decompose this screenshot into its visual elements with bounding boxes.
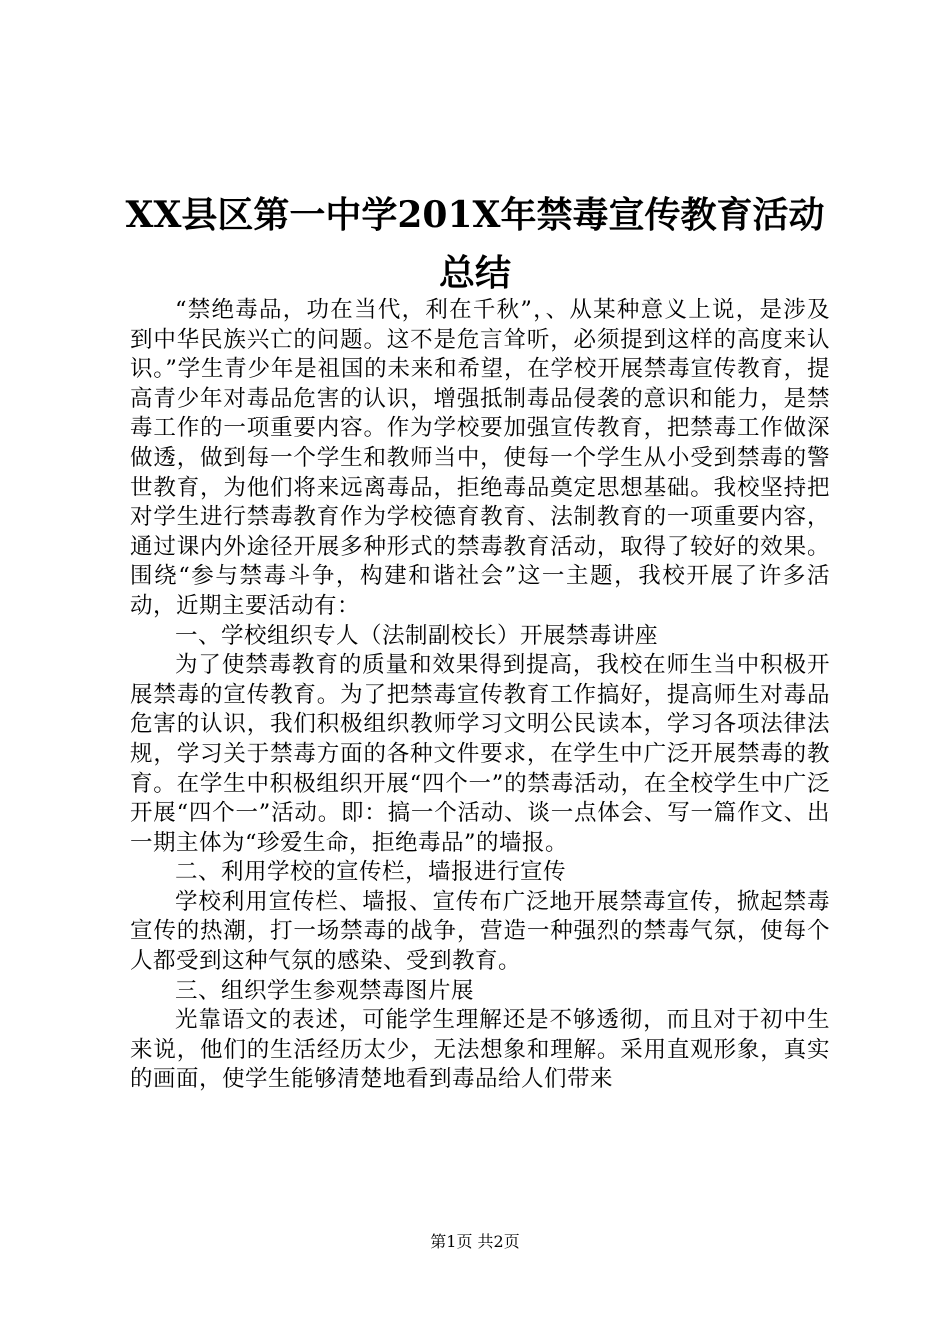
body-paragraph: 学校利用宣传栏、墙报、宣传布广泛地开展禁毒宣传，掀起禁毒宣传的热潮，打一场禁毒的战争，营造一种强烈的禁毒气氛，使每个人都受到这种气氛的感染、受到教育。 (130, 888, 830, 975)
body-paragraph: 光靠语文的表述，可能学生理解还是不够透彻，而且对于初中生来说，他们的生活经历太少，无法想象和理解。采用直观形象，真实的画面，使学生能够清楚地看到毒品给人们带来 (130, 1007, 830, 1093)
document-title: XX县区第一中学201X年禁毒宣传教育活动总结 (125, 194, 825, 294)
section-heading: 一、学校组织专人（法制副校长）开展禁毒讲座 (175, 622, 659, 649)
body-paragraph: “禁绝毒品，功在当代，利在千秋”，、从某种意义上说，是涉及到中华民族兴亡的问题。这不是危言耸听，必须提到这样的高度来认识。”学生青少年是祖国的未来和希望，在学校开展禁毒宣传教育，提高青少年对毒品危害的认识，增强抵制毒品侵袭的意识和能力，是禁毒工作的一项重要内容。作为学校要加强宣传教育，把禁毒工作做深做透，做到每一个学生和教师当中，使每一个学生从小受到禁毒的警世教育，为他们将来远离毒品，拒绝毒品奠定思想基础。我校坚持把对学生进行禁毒教育作为学校德育教育、法制教育的一项重要内容，通过课内外途径开展多种形式的禁毒教育活动，取得了较好的效果。围绕“参与禁毒斗争，构建和谐社会”这一主题，我校开展了许多活动，近期主要活动有： (130, 297, 830, 619)
section-heading: 三、组织学生参观禁毒图片展 (175, 977, 475, 1004)
body-paragraph: 为了使禁毒教育的质量和效果得到提高，我校在师生当中积极开展禁毒的宣传教育。为了把禁毒宣传教育工作搞好，提高师生对毒品危害的认识，我们积极组织教师学习文明公民读本，学习各项法律法规，学习关于禁毒方面的各种文件要求，在学生中广泛开展禁毒的教育。在学生中积极组织开展“四个一”的禁毒活动，在全校学生中广泛开展“四个一”活动。即：搞一个活动、谈一点体会、写一篇作文、出一期主体为“珍爱生命，拒绝毒品”的墙报。 (130, 652, 830, 856)
page-footer: 第1页 共2页 (430, 1232, 520, 1251)
document-body (130, 296, 830, 1095)
section-heading: 二、利用学校的宣传栏，墙报进行宣传 (175, 859, 567, 886)
